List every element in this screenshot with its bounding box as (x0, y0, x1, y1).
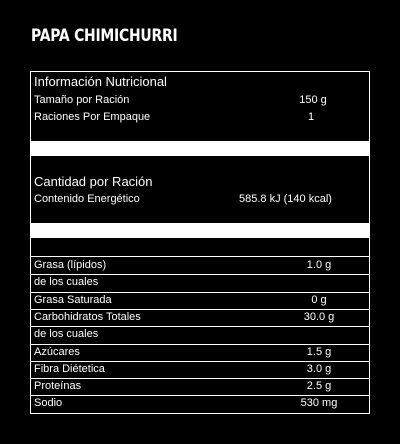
nutrient-label: de los cuales (34, 276, 99, 289)
nutrient-label: Fibra Diétetica (34, 362, 105, 375)
nutrition-facts-panel (30, 71, 370, 414)
product-title: PAPA CHIMICHURRI (31, 26, 178, 46)
row-divider (31, 309, 369, 310)
nutrient-value: 530 mg (300, 397, 338, 410)
row-divider (31, 395, 369, 396)
row-divider (31, 344, 369, 345)
nutrient-value: 2.5 g (306, 380, 332, 393)
serving-size-label: Tamaño por Ración (34, 94, 130, 106)
amount-per-serving-heading: Cantidad por Ración (34, 174, 153, 189)
nutrient-label: Azúcares (34, 345, 80, 358)
separator-band (31, 141, 369, 156)
energy-value: 585.8 kJ (140 kcal) (239, 193, 332, 205)
nutrient-value: 1.0 g (306, 259, 332, 271)
nutrient-label: Sodio (34, 397, 63, 410)
nutrient-label: de los cuales (34, 328, 99, 341)
nutrient-label: Grasa Saturada (34, 293, 112, 306)
separator-band (31, 223, 369, 238)
nutrient-label: Carbohidratos Totales (34, 310, 141, 323)
servings-value: 1 (307, 111, 315, 123)
row-divider (31, 256, 369, 257)
row-divider (31, 361, 369, 362)
nutrient-value: 3.0 g (306, 362, 332, 375)
serving-size-value: 150 g (299, 94, 327, 106)
row-divider (31, 292, 369, 293)
row-divider (31, 326, 369, 327)
nutrient-value: 0 g (311, 293, 327, 306)
nutrition-heading: Información Nutricional (34, 74, 167, 89)
energy-label: Contenido Energético (34, 193, 140, 205)
nutrient-label: Grasa (lípidos) (34, 259, 107, 271)
nutrient-value: 30.0 g (303, 310, 335, 323)
nutrient-label: Proteínas (34, 380, 82, 393)
servings-label: Raciones Por Empaque (34, 111, 151, 123)
row-divider (31, 378, 369, 379)
row-divider (31, 274, 369, 275)
nutrient-value: 1.5 g (306, 345, 332, 358)
